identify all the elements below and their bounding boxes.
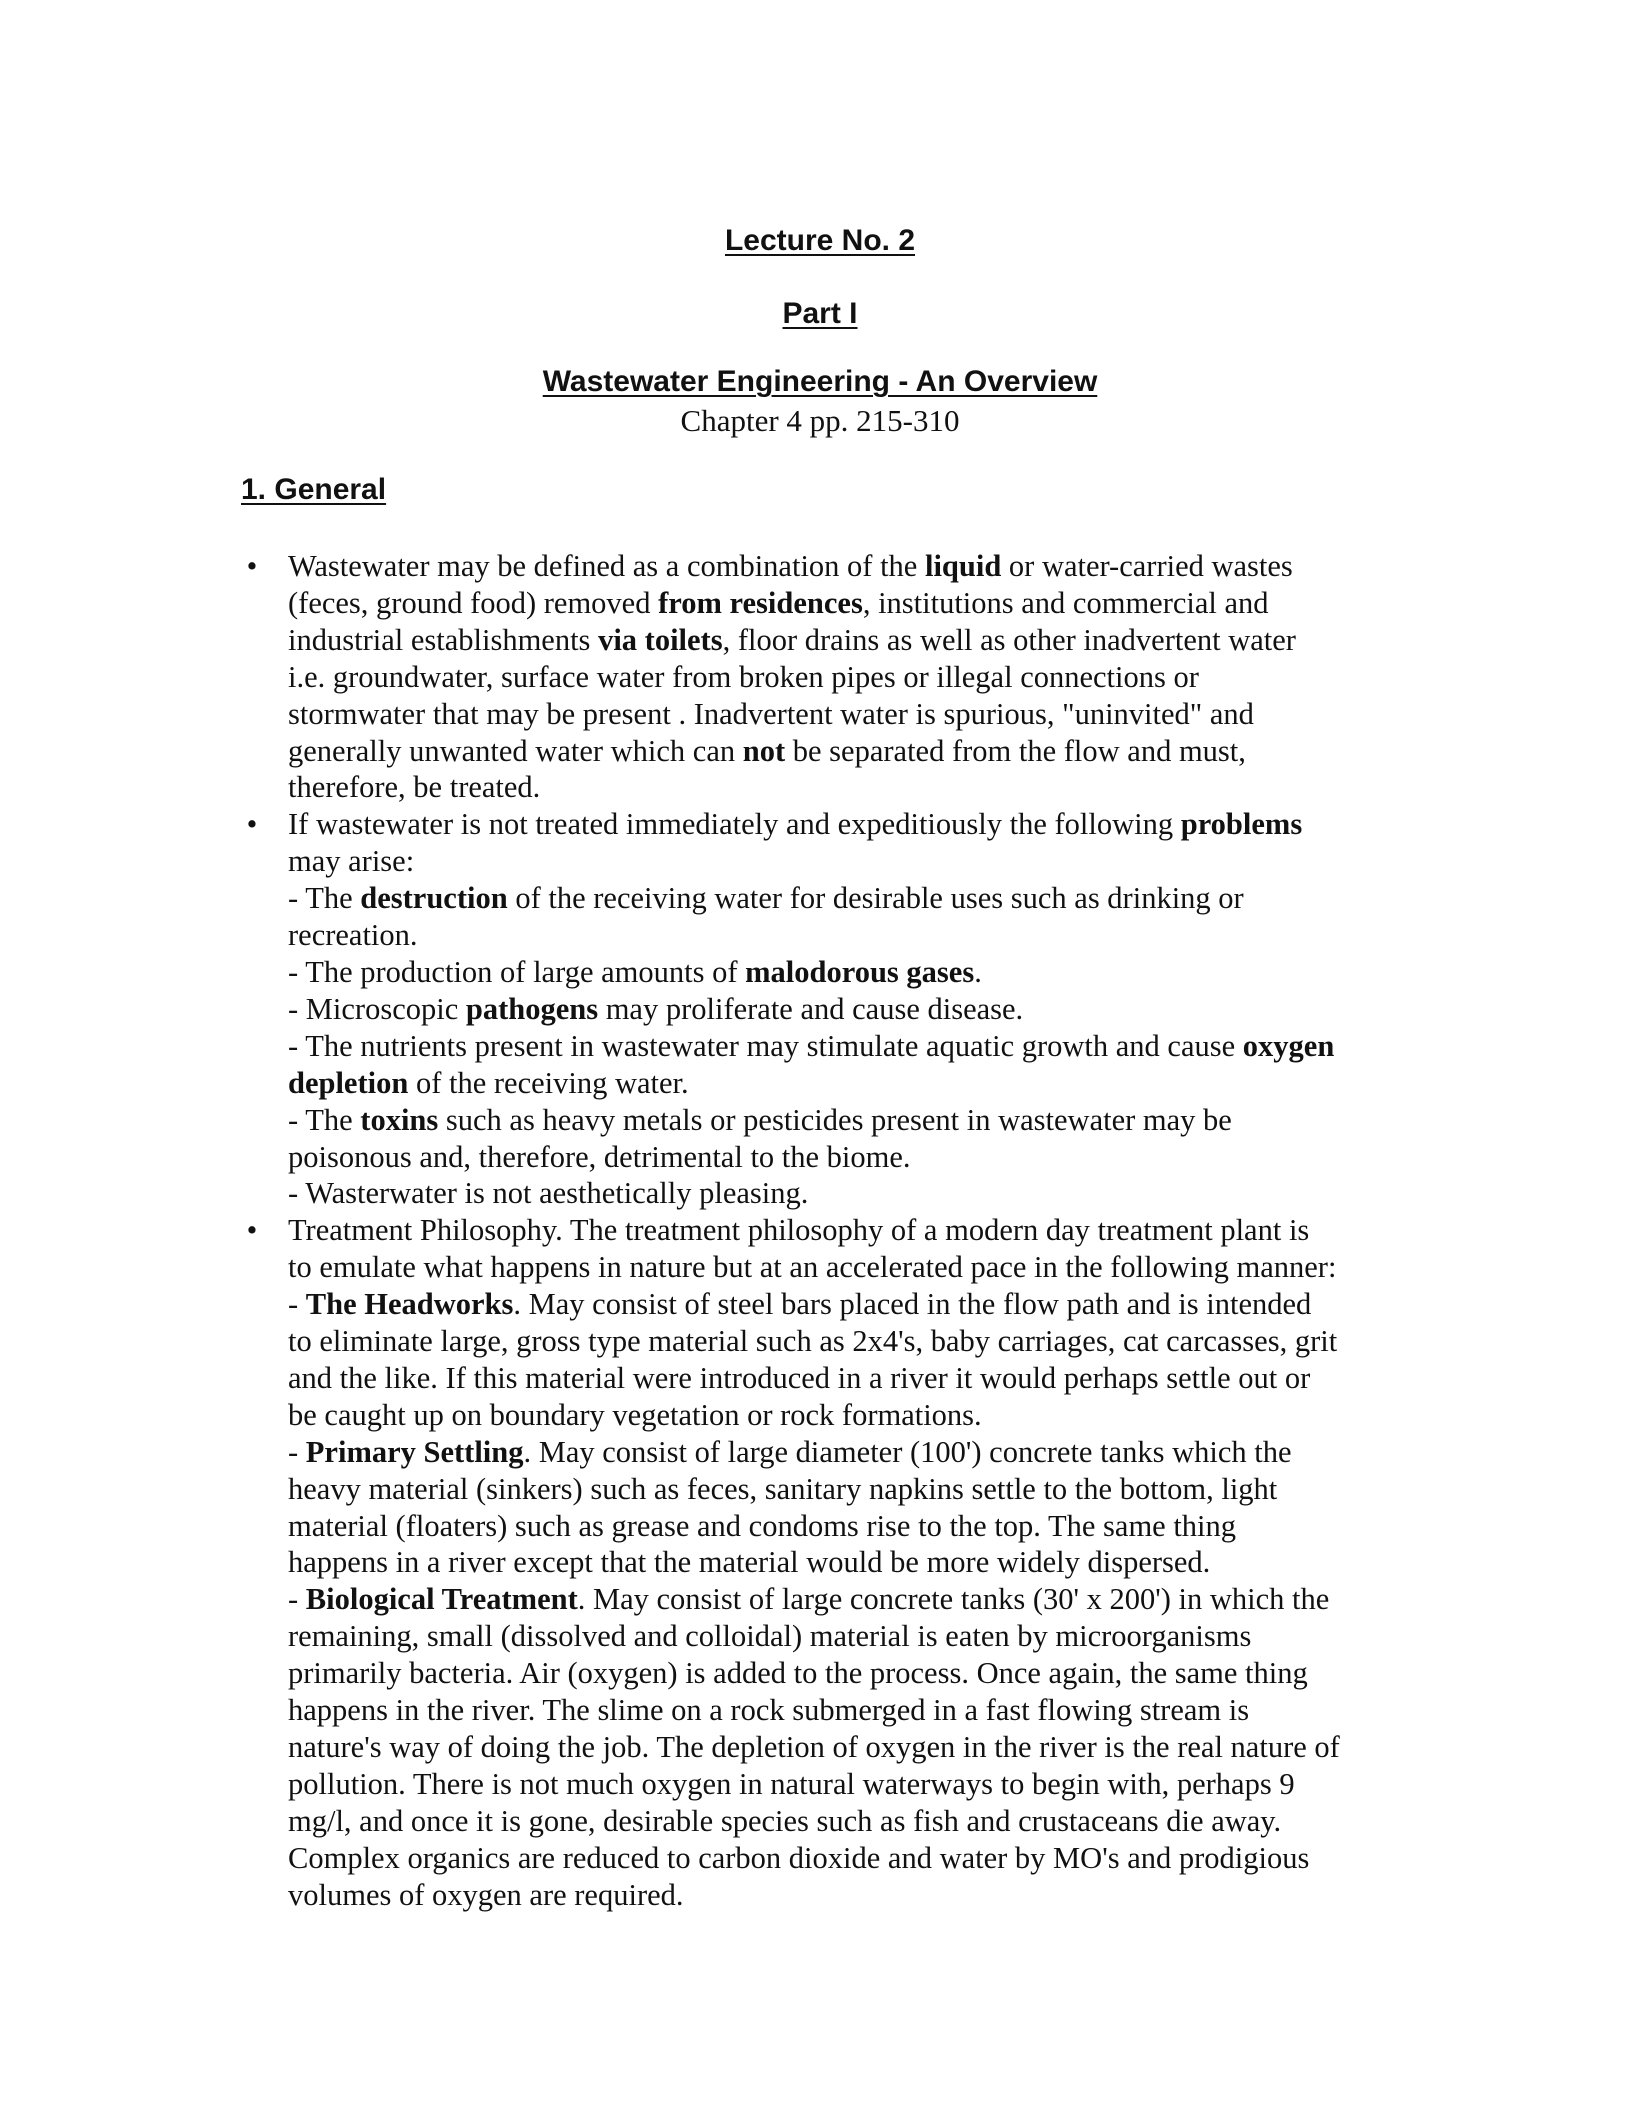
- text-line: [288, 1139, 1413, 1176]
- bold-text: toxins: [360, 1102, 439, 1137]
- text-run: (feces, ground food) removed: [288, 585, 659, 620]
- lecture-number-heading: Lecture No. 2: [724, 224, 916, 257]
- text-line: [288, 1286, 1413, 1323]
- text-line: [288, 1803, 1413, 1840]
- text-line: [288, 843, 1413, 880]
- text-run: -: [288, 1287, 306, 1322]
- text-line: [288, 733, 1413, 770]
- bold-text: oxygen: [1242, 1028, 1335, 1063]
- text-run: If wastewater is not treated immediately and expeditiously the following: [288, 807, 1181, 842]
- text-run: i.e. groundwater, surface water from broken pipes or illegal connections or: [288, 659, 1199, 694]
- text-run: therefore, be treated.: [288, 770, 541, 805]
- text-run: . May consist of steel bars placed in the flow path and is intended: [513, 1287, 1312, 1322]
- text-run: industrial establishments: [288, 622, 599, 657]
- bold-text: Biological Treatment: [305, 1582, 578, 1617]
- bold-text: Primary Settling: [305, 1434, 524, 1469]
- text-line: [288, 1028, 1413, 1065]
- text-run: - The production of large amounts of: [288, 954, 746, 989]
- text-run: poisonous and, therefore, detrimental to the biome.: [288, 1139, 911, 1174]
- document-title: Wastewater Engineering - An Overview: [542, 365, 1098, 398]
- text-run: , floor drains as well as other inadvertent water: [722, 622, 1296, 657]
- text-run: to emulate what happens in nature but at an accelerated pace in the following manner:: [288, 1250, 1337, 1285]
- text-run: such as heavy metals or pesticides present in wastewater may be: [438, 1102, 1232, 1137]
- section-heading-general: 1. General: [241, 473, 387, 506]
- text-line: [288, 659, 1413, 696]
- text-run: and the like. If this material were introduced in a river it would perhaps settle out or: [288, 1360, 1311, 1395]
- text-run: -: [288, 1582, 306, 1617]
- bold-text: problems: [1180, 807, 1303, 842]
- text-line: [288, 1065, 1413, 1102]
- text-line: [288, 1471, 1413, 1508]
- text-run: - Wasterwater is not aesthetically pleasing.: [288, 1176, 809, 1211]
- text-line: [288, 1323, 1413, 1360]
- text-run: happens in the river. The slime on a rock submerged in a fast flowing stream is: [288, 1693, 1250, 1728]
- bold-text: The Headworks: [305, 1287, 514, 1322]
- text-line: [288, 1692, 1413, 1729]
- text-run: generally unwanted water which can: [288, 733, 743, 768]
- text-line: [288, 1508, 1413, 1545]
- text-run: or water-carried wastes: [1001, 549, 1293, 583]
- text-run: be caught up on boundary vegetation or rock formations.: [288, 1397, 982, 1432]
- text-run: may proliferate and cause disease.: [598, 991, 1024, 1026]
- text-run: Wastewater may be defined as a combination of the: [288, 549, 925, 583]
- bold-text: destruction: [360, 881, 508, 916]
- text-line: [288, 1212, 1413, 1249]
- text-line: [288, 769, 1413, 806]
- text-line: [288, 1249, 1413, 1286]
- bold-text: malodorous gases: [745, 954, 975, 989]
- text-line: [288, 954, 1413, 991]
- bullet-list: [246, 548, 1413, 1914]
- text-run: pollution. There is not much oxygen in natural waterways to begin with, perhaps 9: [288, 1766, 1295, 1801]
- text-run: Treatment Philosophy. The treatment philosophy of a modern day treatment plant is: [288, 1213, 1310, 1248]
- text-line: [288, 1618, 1413, 1655]
- text-line: [288, 1434, 1413, 1471]
- bold-text: via toilets: [598, 622, 723, 657]
- part-heading: Part I: [782, 297, 858, 330]
- bullet-icon: •: [246, 807, 258, 842]
- text-run: material (floaters) such as grease and condoms rise to the top. The same thing: [288, 1508, 1237, 1543]
- text-run: primarily bacteria. Air (oxygen) is added to the process. Once again, the same thing: [288, 1656, 1308, 1691]
- text-run: . May consist of large concrete tanks (30' x 200') in which the: [577, 1582, 1330, 1617]
- text-line: [288, 880, 1413, 917]
- text-run: mg/l, and once it is gone, desirable species such as fish and crustaceans die away.: [288, 1803, 1282, 1838]
- text-run: nature's way of doing the job. The depletion of oxygen in the river is the real nature of: [288, 1730, 1340, 1764]
- text-line: [288, 585, 1413, 622]
- text-run: stormwater that may be present . Inadvertent water is spurious, "uninvited" and: [288, 696, 1254, 731]
- text-line: [288, 1729, 1413, 1766]
- bullet-icon: •: [246, 1213, 258, 1248]
- text-line: [288, 1397, 1413, 1434]
- text-line: [288, 1544, 1413, 1581]
- text-run: - The: [288, 881, 361, 916]
- bold-text: pathogens: [465, 991, 599, 1026]
- text-run: - The nutrients present in wastewater may stimulate aquatic growth and cause: [288, 1028, 1243, 1063]
- bullet-item: [246, 548, 1413, 806]
- text-run: - The: [288, 1102, 361, 1137]
- bullet-item: [246, 806, 1413, 1212]
- text-line: [288, 1102, 1413, 1139]
- bullet-item: [246, 1212, 1413, 1913]
- bold-text: not: [742, 733, 786, 768]
- bold-text: from residences: [658, 585, 863, 620]
- bold-text: depletion: [288, 1065, 409, 1100]
- bold-text: liquid: [924, 549, 1002, 583]
- text-line: [288, 991, 1413, 1028]
- text-line: [288, 1877, 1413, 1914]
- text-run: recreation.: [288, 918, 418, 953]
- text-run: remaining, small (dissolved and colloidal) material is eaten by microorganisms: [288, 1619, 1252, 1654]
- chapter-reference: Chapter 4 pp. 215-310: [680, 403, 960, 438]
- text-line: [288, 1766, 1413, 1803]
- text-line: [288, 1175, 1413, 1212]
- text-run: - Microscopic: [288, 991, 466, 1026]
- text-line: [288, 622, 1413, 659]
- text-run: heavy material (sinkers) such as feces, sanitary napkins settle to the bottom, light: [288, 1471, 1278, 1506]
- text-line: [288, 548, 1413, 585]
- bullet-icon: •: [246, 549, 258, 583]
- text-run: be separated from the flow and must,: [785, 733, 1246, 768]
- text-line: [288, 1581, 1413, 1618]
- text-line: [288, 1840, 1413, 1877]
- text-run: may arise:: [288, 844, 415, 879]
- text-run: happens in a river except that the material would be more widely dispersed.: [288, 1545, 1211, 1580]
- text-run: volumes of oxygen are required.: [288, 1877, 684, 1912]
- text-run: . May consist of large diameter (100') concrete tanks which the: [523, 1434, 1292, 1469]
- text-run: .: [974, 954, 982, 989]
- text-run: of the receiving water for desirable uses such as drinking or: [507, 881, 1244, 916]
- text-run: of the receiving water.: [408, 1065, 689, 1100]
- text-line: [288, 1360, 1413, 1397]
- text-run: , institutions and commercial and: [862, 585, 1269, 620]
- text-line: [288, 917, 1413, 954]
- text-run: -: [288, 1434, 306, 1469]
- text-run: Complex organics are reduced to carbon dioxide and water by MO's and prodigious: [288, 1840, 1310, 1875]
- text-line: [288, 1655, 1413, 1692]
- text-line: [288, 806, 1413, 843]
- text-line: [288, 696, 1413, 733]
- text-run: to eliminate large, gross type material such as 2x4's, baby carriages, cat carcasses, grit: [288, 1324, 1338, 1359]
